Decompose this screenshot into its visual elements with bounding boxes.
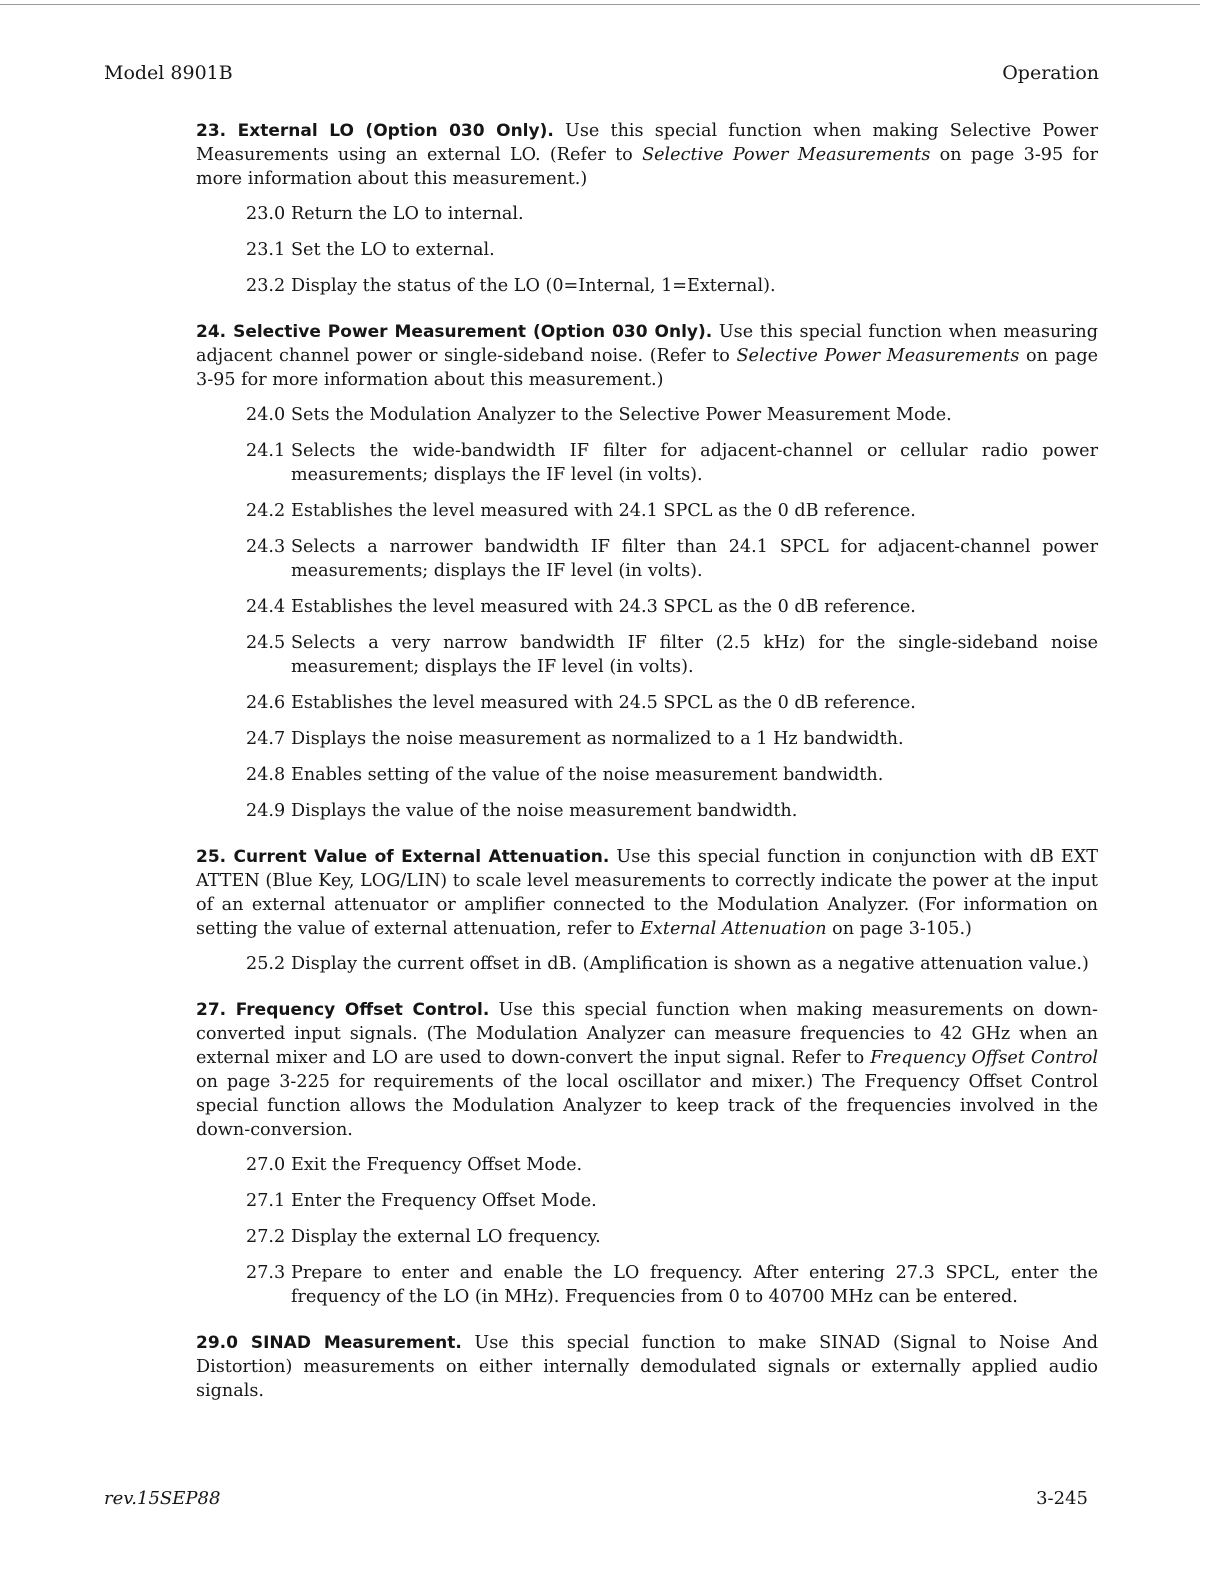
- section-23-reference: Selective Power Measurements: [642, 145, 931, 165]
- list-item: 24.3 Selects a narrower bandwidth IF filter than 24.1 SPCL for adjacent-channel power measurements; displays the IF level (in volts).: [246, 537, 1098, 581]
- list-item: 23.1 Set the LO to external.: [246, 240, 495, 260]
- list-item: 25.2 Display the current offset in dB. (Amplification is shown as a negative attenuation value.): [246, 954, 1089, 974]
- list-item: 24.2 Establishes the level measured with 24.1 SPCL as the 0 dB reference.: [246, 501, 916, 521]
- list-item: 24.9 Displays the value of the noise measurement bandwidth.: [246, 801, 798, 821]
- list-item: 24.6 Establishes the level measured with 24.5 SPCL as the 0 dB reference.: [246, 693, 916, 713]
- list-item: 27.0 Exit the Frequency Offset Mode.: [246, 1155, 583, 1175]
- list-item: 27.2 Display the external LO frequency.: [246, 1227, 601, 1247]
- section-25-items: [246, 952, 1098, 976]
- footer-revision: rev.15SEP88: [104, 1488, 221, 1509]
- list-item: 24.7 Displays the noise measurement as normalized to a 1 Hz bandwidth.: [246, 729, 904, 749]
- section-24-items: [246, 403, 1098, 823]
- list-item: 24.1 Selects the wide-bandwidth IF filter for adjacent-channel or cellular radio power measurements; displays the IF level (in volts).: [246, 441, 1098, 485]
- list-item: 23.2 Display the status of the LO (0=Internal, 1=External).: [246, 276, 776, 296]
- section-23: [196, 119, 1098, 298]
- section-24-title: 24. Selective Power Measurement (Option 030 Only).: [196, 322, 713, 342]
- section-27-items: [246, 1153, 1098, 1309]
- section-23-title: 23. External LO (Option 030 Only).: [196, 121, 554, 141]
- list-item: 27.3 Prepare to enter and enable the LO frequency. After entering 27.3 SPCL, enter the frequency of the LO (in MHz). Frequencies from 0 to 40700 MHz can be entered.: [246, 1263, 1098, 1307]
- section-27-title: 27. Frequency Offset Control.: [196, 1000, 490, 1020]
- section-23-items: [246, 202, 1098, 298]
- section-24: [196, 320, 1098, 823]
- section-29-paragraph: 29.0 SINAD Measurement. Use this special function to make SINAD (Signal to Noise And Distortion) measurements on either internally demodulated signals or externally applied audio signals.: [196, 1333, 1098, 1401]
- section-27-reference: Frequency Offset Control: [870, 1048, 1098, 1068]
- header-section: Operation: [1002, 62, 1099, 84]
- section-27-paragraph: 27. Frequency Offset Control. Use this special function when making measurements on down-converted input signals. (The Modulation Analyzer can measure frequencies to 42 GHz when an external mixer and LO are used to down-convert the input signal. Refer to Frequency Offset Control on page 3-225 for requirements of the local oscillator and mixer.) The Frequency Offset Control special function allows the Modulation Analyzer to keep track of the frequencies involved in the down-conversion.: [196, 1000, 1098, 1140]
- page-body: [196, 119, 1098, 1425]
- section-24-reference: Selective Power Measurements: [736, 346, 1020, 366]
- section-29: [196, 1331, 1098, 1403]
- section-25-paragraph: 25. Current Value of External Attenuation. Use this special function in conjunction with dB EXT ATTEN (Blue Key, LOG/LIN) to scale level measurements to correctly indicate the power at the input of an external attenuator or amplifier connected to the Modulation Analyzer. (For information on setting the value of external attenuation, refer to External Attenuation on page 3-105.): [196, 847, 1098, 939]
- list-item: 23.0 Return the LO to internal.: [246, 204, 524, 224]
- section-25: [196, 845, 1098, 976]
- section-25-reference: External Attenuation: [640, 919, 827, 939]
- list-item: 24.4 Establishes the level measured with 24.3 SPCL as the 0 dB reference.: [246, 597, 916, 617]
- header-model: Model 8901B: [104, 62, 233, 84]
- page-number: 3-245: [1036, 1488, 1088, 1509]
- list-item: 24.8 Enables setting of the value of the noise measurement bandwidth.: [246, 765, 884, 785]
- section-25-title: 25. Current Value of External Attenuation.: [196, 847, 610, 867]
- section-27: [196, 998, 1098, 1309]
- section-29-title: 29.0 SINAD Measurement.: [196, 1333, 462, 1353]
- list-item: 27.1 Enter the Frequency Offset Mode.: [246, 1191, 597, 1211]
- section-23-paragraph: 23. External LO (Option 030 Only). Use this special function when making Selective Power Measurements using an external LO. (Refer to Selective Power Measurements on page 3-95 for more information about this measurement.): [196, 121, 1099, 189]
- section-24-paragraph: 24. Selective Power Measurement (Option 030 Only). Use this special function when measuring adjacent channel power or single-sideband noise. (Refer to Selective Power Measurements on page 3-95 for more information about this measurement.): [196, 322, 1098, 390]
- top-rule: [0, 4, 1200, 5]
- list-item: 24.0 Sets the Modulation Analyzer to the Selective Power Measurement Mode.: [246, 405, 952, 425]
- list-item: 24.5 Selects a very narrow bandwidth IF filter (2.5 kHz) for the single-sideband noise measurement; displays the IF level (in volts).: [246, 633, 1098, 677]
